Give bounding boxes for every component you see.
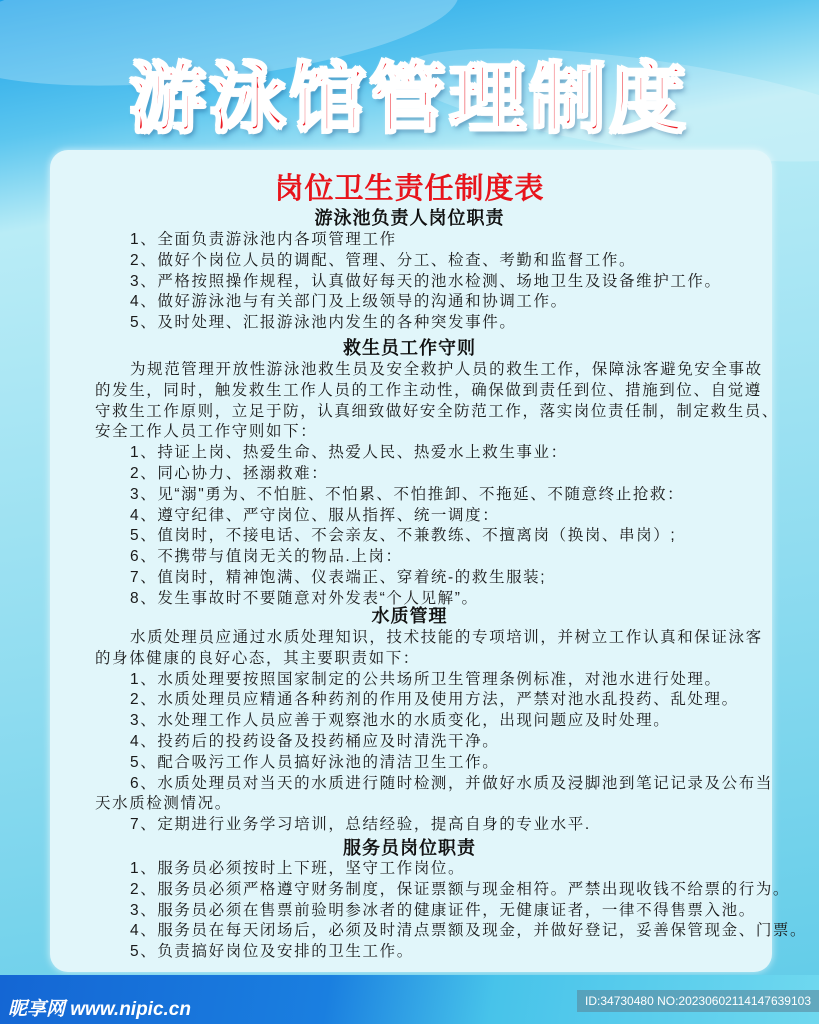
paragraph-line: 为规范管理开放性游泳池救生员及安全救护人员的救生工作，保障泳客避免安全事故 [130,361,763,378]
list-item: 5、负责搞好岗位及安排的卫生工作。 [130,943,414,961]
section-list [95,859,808,963]
list-item: 5、配合吸污工作人员搞好泳池的清洁卫生工作。 [130,753,500,771]
paragraph-line: 的身体健康的良好心态，其主要职责如下： [95,649,420,667]
paragraph-line: 守救生工作原则，立足于防，认真细致做好安全防范工作，落实岗位责任制，制定救生员、 [95,402,780,420]
list-item-continuation: 天水质检测情况。 [95,795,232,813]
section-body [95,628,775,836]
section-list [95,230,775,334]
list-item: 2、服务员必须严格遵守财务制度，保证票额与现金相符。严禁出现收钱不给票的行为。 [130,880,791,898]
main-title: 游泳馆管理制度 [129,57,690,142]
list-item: 2、水质处理员应精通各种药剂的作用及使用方法，严禁对池水乱投药、乱处理。 [130,691,739,709]
list-item: 2、做好个岗位人员的调配、管理、分工、检查、考勤和监督工作。 [130,251,637,269]
sub-title: 岗位卫生责任制度表 [274,173,545,205]
list-item: 3、见“溺"勇为、不怕脏、不怕累、不怕推卸、不拖延、不随意终止抢救： [130,485,685,503]
list-item: 5、值岗时，不接电话、不会亲友、不兼教练、不擅离岗（换岗、串岗）; [130,527,677,545]
list-item: 3、服务员必须在售票前验明参冰者的健康证件，无健康证者，一律不得售票入池。 [130,901,756,919]
section-heading: 救生员工作守则 [343,338,476,358]
section-body [95,360,780,610]
list-item: 1、水质处理要按照国家制定的公共场所卫生管理条例标准，对池水进行处理。 [130,670,722,688]
list-item: 4、投药后的投药设备及投药桶应及时清洗干净。 [130,732,500,750]
paragraph-line: 的发生，同时，触发救生工作人员的工作主动性，确保做到责任到位、措施到位、自觉遵 [95,381,762,399]
paragraph-line: 安全工作人员工作守则如下： [95,423,318,441]
list-item: 7、定期进行业务学习培训，总结经验，提高自身的专业水平. [130,816,591,834]
list-item: 1、持证上岗、热爱生命、热爱人民、热爱水上救生事业： [130,444,568,462]
list-item: 6、水质处理员对当天的水质进行随时检测，并做好水质及浸脚池到笔记记录及公布当 [130,774,773,792]
list-item: 1、服务员必须按时上下班，坚守工作岗位。 [130,860,466,877]
list-item: 5、及时处理、汇报游泳池内发生的各种突发事件。 [130,314,517,332]
list-item: 3、严格按照操作规程，认真做好每天的池水检测、场地卫生及设备维护工作。 [130,272,722,290]
list-item: 2、同心协力、拯溺救难： [130,464,329,482]
section-heading: 水质管理 [371,606,448,626]
image-id: ID:34730480 NO:20230602114147639103 [577,990,819,1012]
list-item: 4、服务员在每天闭场后，必须及时清点票额及现金，并做好登记，妥善保管现金、门票。 [130,922,808,940]
list-item: 7、值岗时，精神饱满、仪表端正、穿着统-的救生服装; [130,568,547,586]
list-item: 1、全面负责游泳池内各项管理工作 [130,231,397,248]
section-heading: 服务员岗位职责 [343,838,476,858]
list-item: 4、做好游泳池与有关部门及上级领导的沟通和协调工作。 [130,293,568,311]
list-item: 6、不携带与值岗无关的物品.上岗： [130,548,403,566]
watermark-logo: 昵享网 www.nipic.cn [8,999,191,1020]
list-item: 3、水处理工作人员应善于观察池水的水质变化，出现问题应及时处理。 [130,712,671,730]
section-heading: 游泳池负责人岗位职责 [314,208,505,228]
paragraph-line: 水质处理员应通过水质处理知识，技术技能的专项培训，并树立工作认真和保证泳客 [130,629,763,646]
list-item: 4、遵守纪律、严守岗位、服从指挥、统一调度： [130,506,500,524]
list-item: 8、发生事故时不要随意对外发表“个人见解”。 [130,589,479,607]
